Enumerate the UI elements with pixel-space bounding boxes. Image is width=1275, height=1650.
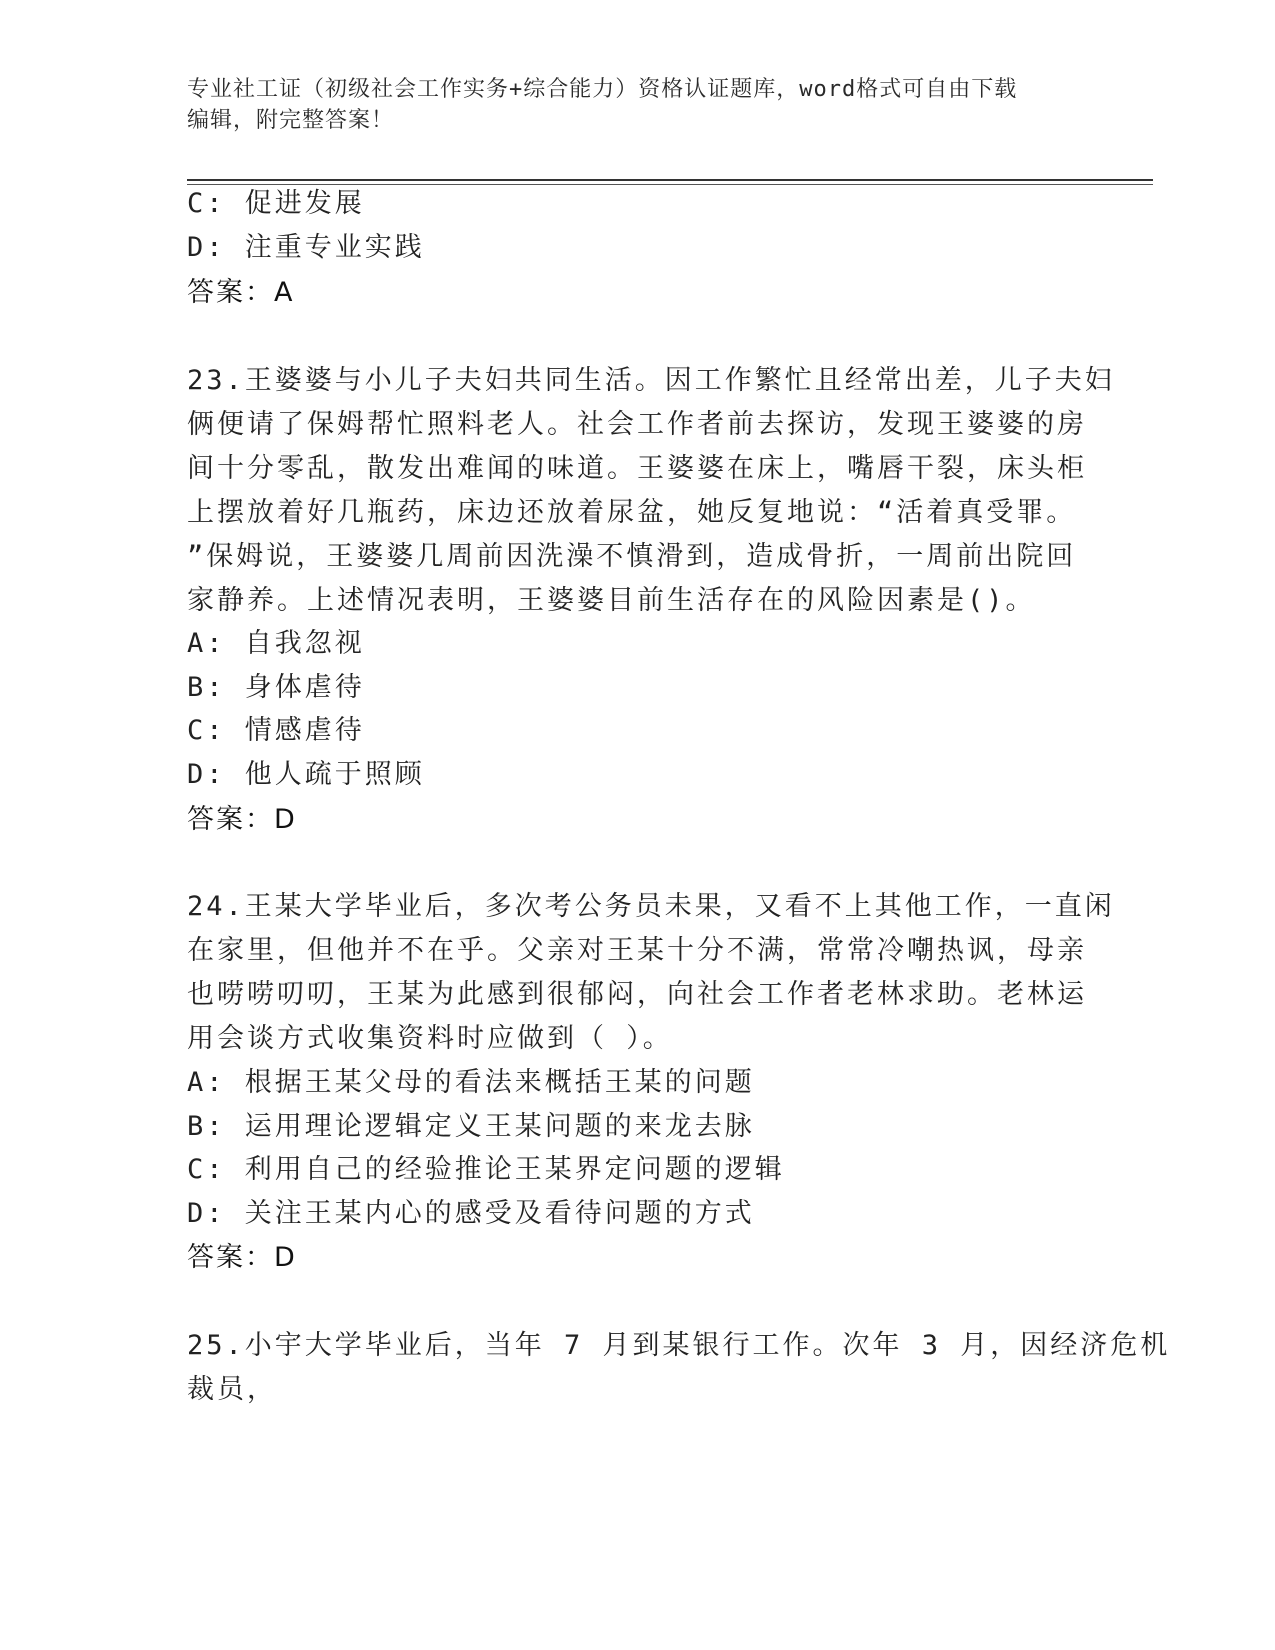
option-c: C: 情感虐待: [187, 715, 365, 746]
header-title-line-2: 编辑，附完整答案！: [187, 108, 395, 133]
header-divider-thin: [187, 184, 1153, 185]
header-divider: [187, 179, 1153, 181]
answer-line: 答案：D: [187, 804, 297, 835]
option-b: B: 身体虐待: [187, 672, 365, 703]
question-stem-line: 在家里，但他并不在乎。父亲对王某十分不满，常常冷嘲热讽，母亲: [187, 935, 1087, 966]
header-title: [187, 74, 1087, 136]
question-stem-line: 家静养。上述情况表明，王婆婆目前生活存在的风险因素是()。: [187, 585, 1036, 616]
header-title-line-1: 专业社工证（初级社会工作实务+综合能力）资格认证题库，word格式可自由下载: [187, 77, 1018, 102]
answer-line: 答案：D: [187, 1242, 297, 1273]
question-stem-line: ”保姆说，王婆婆几周前因洗澡不慎滑到，造成骨折，一周前出院回: [187, 541, 1077, 572]
question-stem-line: 24.王某大学毕业后，多次考公务员未果，又看不上其他工作，一直闲: [187, 891, 1115, 922]
question-stem-line: 裁员，: [187, 1374, 277, 1405]
question-stem-line: 用会谈方式收集资料时应做到（ ）。: [187, 1023, 673, 1054]
option-d: D: 关注王某内心的感受及看待问题的方式: [187, 1198, 755, 1229]
option-b: B: 运用理论逻辑定义王某问题的来龙去脉: [187, 1111, 755, 1142]
question-stem-line: 间十分零乱，散发出难闻的味道。王婆婆在床上，嘴唇干裂，床头柜: [187, 453, 1087, 484]
option-c: C: 利用自己的经验推论王某界定问题的逻辑: [187, 1154, 785, 1185]
answer-line: 答案：A: [187, 277, 295, 308]
question-stem-line: 也唠唠叨叨，王某为此感到很郁闷，向社会工作者老林求助。老林运: [187, 979, 1087, 1010]
question-stem-line: 23.王婆婆与小儿子夫妇共同生活。因工作繁忙且经常出差，儿子夫妇: [187, 365, 1115, 396]
question-stem-line: 25.小宇大学毕业后，当年 7 月到某银行工作。次年 3 月，因经济危机: [187, 1330, 1171, 1361]
option-c: C: 促进发展: [187, 188, 365, 219]
question-stem-line: 俩便请了保姆帮忙照料老人。社会工作者前去探访，发现王婆婆的房: [187, 409, 1087, 440]
option-d: D: 他人疏于照顾: [187, 759, 425, 790]
option-a: A: 自我忽视: [187, 628, 365, 659]
option-d: D: 注重专业实践: [187, 232, 425, 263]
question-stem-line: 上摆放着好几瓶药，床边还放着尿盆，她反复地说：“活着真受罪。: [187, 497, 1077, 528]
option-a: A: 根据王某父母的看法来概括王某的问题: [187, 1067, 755, 1098]
